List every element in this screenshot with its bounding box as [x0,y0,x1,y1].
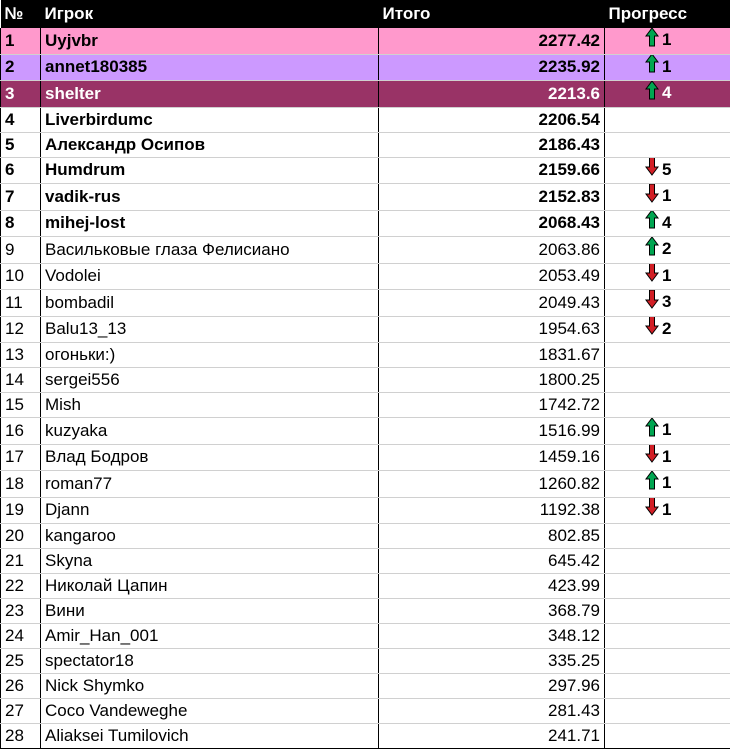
progress-change: 1 [662,184,671,208]
total-score: 1742.72 [379,393,605,418]
rank-cell: 20 [1,524,41,549]
header-player: Игрок [41,0,379,28]
arrow-down-icon [645,184,662,210]
table-row [1,107,730,132]
total-score: 335.25 [379,649,605,674]
total-score: 2068.43 [379,210,605,237]
table-row [1,132,730,157]
table-row [1,184,730,211]
rank-cell: 10 [1,263,41,290]
table-row [1,444,730,471]
rank-cell: 23 [1,599,41,624]
progress-change: 5 [662,158,671,182]
player-name: Skyna [41,549,379,574]
header-total: Итого [379,0,605,28]
progress-cell [605,724,730,749]
table-row [1,674,730,699]
player-name: Uyjvbr [41,28,379,54]
progress-change: 1 [662,264,671,288]
progress-cell [605,599,730,624]
arrow-down-icon [645,497,662,523]
rank-cell: 3 [1,81,41,108]
player-name: Александр Осипов [41,132,379,157]
progress-change: 1 [662,418,671,442]
table-row [1,574,730,599]
table-row [1,368,730,393]
rank-cell: 14 [1,368,41,393]
total-score: 2049.43 [379,290,605,317]
progress-indicator [645,290,671,314]
rank-cell: 13 [1,343,41,368]
table-row [1,649,730,674]
rank-cell: 17 [1,444,41,471]
player-name: Mish [41,393,379,418]
rank-cell: 21 [1,549,41,574]
player-name: vadik-rus [41,184,379,211]
table-row [1,699,730,724]
player-name: огоньки:) [41,343,379,368]
rank-cell: 9 [1,237,41,264]
progress-cell [605,699,730,724]
total-score: 1516.99 [379,418,605,445]
header-progress: Прогресс [605,0,730,28]
progress-cell [605,471,730,498]
player-name: spectator18 [41,649,379,674]
player-name: Amir_Han_001 [41,624,379,649]
total-score: 2159.66 [379,157,605,184]
progress-indicator [645,28,671,52]
progress-change: 2 [662,317,671,341]
player-name: Balu13_13 [41,316,379,343]
table-row [1,237,730,264]
progress-indicator [645,184,671,208]
progress-indicator [645,264,671,288]
rank-cell: 24 [1,624,41,649]
table-row [1,393,730,418]
total-score: 2053.49 [379,263,605,290]
progress-cell [605,574,730,599]
progress-cell [605,316,730,343]
progress-change: 1 [662,445,671,469]
progress-cell [605,649,730,674]
table-row [1,624,730,649]
progress-indicator [645,418,671,442]
player-name: sergei556 [41,368,379,393]
total-score: 241.71 [379,724,605,749]
rank-cell: 12 [1,316,41,343]
total-score: 1954.63 [379,316,605,343]
table-row [1,549,730,574]
progress-cell [605,674,730,699]
arrow-up-icon [645,54,662,80]
header-rank: № [1,0,41,28]
progress-indicator [645,81,671,105]
arrow-down-icon [645,290,662,316]
progress-cell [605,393,730,418]
rank-cell: 11 [1,290,41,317]
progress-indicator [645,158,671,182]
table-row [1,28,730,54]
progress-cell [605,210,730,237]
rank-cell: 6 [1,157,41,184]
total-score: 1800.25 [379,368,605,393]
arrow-up-icon [645,471,662,497]
player-name: shelter [41,81,379,108]
arrow-up-icon [645,237,662,263]
rank-cell: 8 [1,210,41,237]
player-name: Вини [41,599,379,624]
player-name: Николай Цапин [41,574,379,599]
table-row [1,497,730,524]
progress-cell [605,132,730,157]
rank-cell: 22 [1,574,41,599]
total-score: 423.99 [379,574,605,599]
progress-cell [605,343,730,368]
progress-cell [605,237,730,264]
progress-cell [605,549,730,574]
progress-change: 4 [662,211,671,235]
rank-cell: 18 [1,471,41,498]
table-row [1,418,730,445]
progress-indicator [645,211,671,235]
table-row [1,81,730,108]
arrow-up-icon [645,210,662,236]
progress-cell [605,28,730,54]
arrow-down-icon [645,444,662,470]
player-name: Djann [41,497,379,524]
player-name: Влад Бодров [41,444,379,471]
progress-cell [605,418,730,445]
player-name: roman77 [41,471,379,498]
progress-indicator [645,237,671,261]
table-row [1,54,730,81]
player-name: Vodolei [41,263,379,290]
progress-cell [605,107,730,132]
progress-cell [605,444,730,471]
rank-cell: 27 [1,699,41,724]
arrow-up-icon [645,28,662,54]
rank-cell: 2 [1,54,41,81]
arrow-down-icon [645,316,662,342]
progress-indicator [645,55,671,79]
player-name: Nick Shymko [41,674,379,699]
player-name: kuzyaka [41,418,379,445]
total-score: 802.85 [379,524,605,549]
table-body [1,28,730,749]
total-score: 2277.42 [379,28,605,54]
player-name: Liverbirdumc [41,107,379,132]
rank-cell: 19 [1,497,41,524]
player-name: annet180385 [41,54,379,81]
progress-cell [605,157,730,184]
table-row [1,316,730,343]
progress-change: 4 [662,81,671,105]
total-score: 2186.43 [379,132,605,157]
rank-cell: 15 [1,393,41,418]
progress-cell [605,290,730,317]
progress-change: 3 [662,290,671,314]
player-name: bombadil [41,290,379,317]
rank-cell: 26 [1,674,41,699]
progress-indicator [645,498,671,522]
rank-cell: 16 [1,418,41,445]
rank-cell: 4 [1,107,41,132]
progress-change: 1 [662,498,671,522]
table-row [1,724,730,749]
total-score: 297.96 [379,674,605,699]
player-name: Васильковые глаза Фелисиано [41,237,379,264]
total-score: 1831.67 [379,343,605,368]
player-name: Humdrum [41,157,379,184]
table-header [1,0,730,28]
table-row [1,599,730,624]
progress-cell [605,368,730,393]
rank-cell: 7 [1,184,41,211]
player-name: mihej-lost [41,210,379,237]
table-row [1,524,730,549]
arrow-up-icon [645,418,662,444]
progress-change: 2 [662,237,671,261]
total-score: 2235.92 [379,54,605,81]
progress-change: 1 [662,28,671,52]
progress-indicator [645,471,671,495]
progress-indicator [645,317,671,341]
total-score: 1459.16 [379,444,605,471]
progress-indicator [645,445,671,469]
arrow-down-icon [645,263,662,289]
total-score: 1260.82 [379,471,605,498]
total-score: 1192.38 [379,497,605,524]
player-name: kangaroo [41,524,379,549]
total-score: 2206.54 [379,107,605,132]
rank-cell: 5 [1,132,41,157]
arrow-down-icon [645,157,662,183]
player-name: Coco Vandeweghe [41,699,379,724]
progress-cell [605,81,730,108]
progress-cell [605,497,730,524]
table-row [1,343,730,368]
progress-cell [605,54,730,81]
table-row [1,263,730,290]
total-score: 2063.86 [379,237,605,264]
table-row [1,471,730,498]
progress-cell [605,524,730,549]
progress-change: 1 [662,471,671,495]
total-score: 348.12 [379,624,605,649]
rank-cell: 25 [1,649,41,674]
total-score: 645.42 [379,549,605,574]
arrow-up-icon [645,81,662,107]
table-row [1,290,730,317]
progress-cell [605,184,730,211]
total-score: 2152.83 [379,184,605,211]
total-score: 368.79 [379,599,605,624]
total-score: 2213.6 [379,81,605,108]
player-name: Aliaksei Tumilovich [41,724,379,749]
progress-cell [605,624,730,649]
rank-cell: 1 [1,28,41,54]
header-row [1,0,730,28]
table-row [1,210,730,237]
total-score: 281.43 [379,699,605,724]
rank-cell: 28 [1,724,41,749]
progress-change: 1 [662,55,671,79]
progress-cell [605,263,730,290]
table-row [1,157,730,184]
